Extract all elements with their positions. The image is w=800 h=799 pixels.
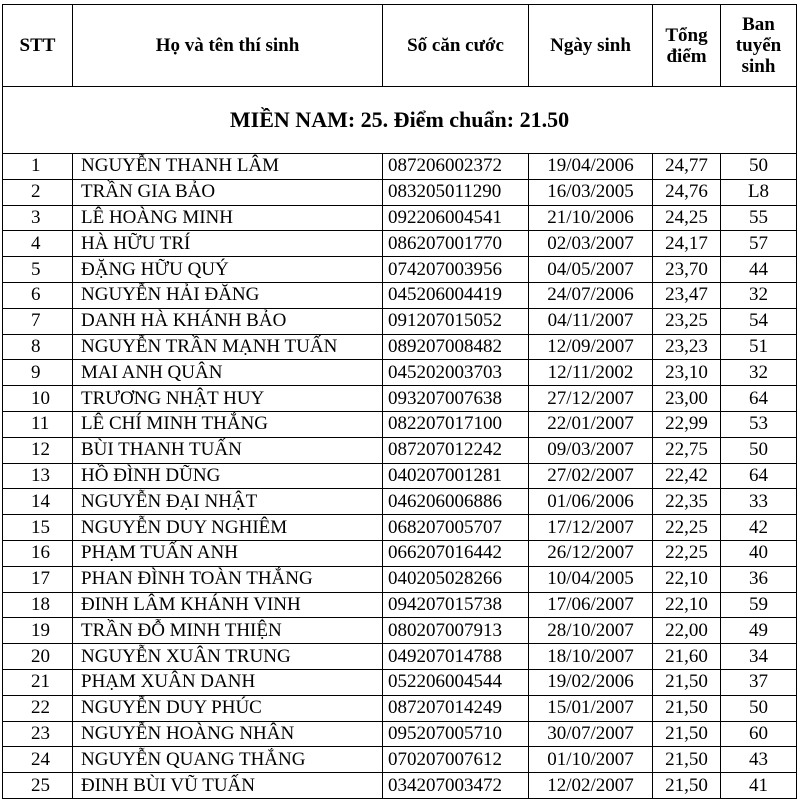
stt-cell: 3 <box>3 205 73 231</box>
total-cell: 22,99 <box>653 411 721 437</box>
header-stt: STT <box>3 5 73 87</box>
total-cell: 22,10 <box>653 592 721 618</box>
ban-cell: 36 <box>721 566 797 592</box>
dob-cell: 17/06/2007 <box>529 592 653 618</box>
table-row <box>3 179 797 205</box>
table-row <box>3 154 797 180</box>
name-cell: NGUYỄN HẢI ĐĂNG <box>73 282 383 308</box>
stt-cell: 2 <box>3 179 73 205</box>
dob-cell: 28/10/2007 <box>529 618 653 644</box>
ban-cell: 53 <box>721 411 797 437</box>
total-cell: 22,42 <box>653 463 721 489</box>
name-cell: TRẦN GIA BẢO <box>73 179 383 205</box>
id-cell: 082207017100 <box>383 411 529 437</box>
name-cell: BÙI THANH TUẤN <box>73 437 383 463</box>
ban-cell: 34 <box>721 644 797 670</box>
name-cell: PHẠM TUẤN ANH <box>73 540 383 566</box>
name-cell: MAI ANH QUÂN <box>73 360 383 386</box>
id-cell: 068207005707 <box>383 515 529 541</box>
dob-cell: 12/02/2007 <box>529 773 653 799</box>
total-cell: 23,25 <box>653 308 721 334</box>
total-cell: 21,50 <box>653 695 721 721</box>
name-cell: NGUYỄN XUÂN TRUNG <box>73 644 383 670</box>
name-cell: NGUYỄN QUANG THẮNG <box>73 747 383 773</box>
stt-cell: 25 <box>3 773 73 799</box>
id-cell: 034207003472 <box>383 773 529 799</box>
table-row <box>3 566 797 592</box>
name-cell: NGUYỄN THANH LÂM <box>73 154 383 180</box>
header-id: Số căn cước <box>383 5 529 87</box>
ban-cell: 41 <box>721 773 797 799</box>
table-row <box>3 437 797 463</box>
total-cell: 22,25 <box>653 540 721 566</box>
total-cell: 22,25 <box>653 515 721 541</box>
id-cell: 089207008482 <box>383 334 529 360</box>
stt-cell: 4 <box>3 231 73 257</box>
dob-cell: 10/04/2005 <box>529 566 653 592</box>
id-cell: 087207012242 <box>383 437 529 463</box>
total-cell: 21,50 <box>653 721 721 747</box>
ban-cell: 32 <box>721 360 797 386</box>
table-row <box>3 540 797 566</box>
header-dob: Ngày sinh <box>529 5 653 87</box>
stt-cell: 24 <box>3 747 73 773</box>
table-row <box>3 334 797 360</box>
name-cell: TRẦN ĐỖ MINH THIỆN <box>73 618 383 644</box>
ban-cell: 37 <box>721 669 797 695</box>
name-cell: ĐẶNG HỮU QUÝ <box>73 257 383 283</box>
name-cell: PHẠM XUÂN DANH <box>73 669 383 695</box>
total-cell: 22,10 <box>653 566 721 592</box>
id-cell: 046206006886 <box>383 489 529 515</box>
total-cell: 22,75 <box>653 437 721 463</box>
stt-cell: 7 <box>3 308 73 334</box>
dob-cell: 18/10/2007 <box>529 644 653 670</box>
name-cell: HỒ ĐÌNH DŨNG <box>73 463 383 489</box>
total-cell: 23,47 <box>653 282 721 308</box>
name-cell: DANH HÀ KHÁNH BẢO <box>73 308 383 334</box>
id-cell: 092206004541 <box>383 205 529 231</box>
section-title: MIỀN NAM: 25. Điểm chuẩn: 21.50 <box>3 87 797 154</box>
dob-cell: 30/07/2007 <box>529 721 653 747</box>
dob-cell: 02/03/2007 <box>529 231 653 257</box>
name-cell: NGUYỄN ĐẠI NHẬT <box>73 489 383 515</box>
dob-cell: 09/03/2007 <box>529 437 653 463</box>
total-cell: 21,60 <box>653 644 721 670</box>
table-row <box>3 308 797 334</box>
total-cell: 23,10 <box>653 360 721 386</box>
dob-cell: 27/12/2007 <box>529 386 653 412</box>
stt-cell: 16 <box>3 540 73 566</box>
id-cell: 045206004419 <box>383 282 529 308</box>
stt-cell: 10 <box>3 386 73 412</box>
dob-cell: 24/07/2006 <box>529 282 653 308</box>
header-total <box>653 5 721 87</box>
ban-cell: 50 <box>721 154 797 180</box>
ban-cell: 42 <box>721 515 797 541</box>
table-row <box>3 360 797 386</box>
header-ban-line2: tuyển <box>735 35 782 56</box>
dob-cell: 21/10/2006 <box>529 205 653 231</box>
id-cell: 093207007638 <box>383 386 529 412</box>
id-cell: 080207007913 <box>383 618 529 644</box>
ban-cell: 32 <box>721 282 797 308</box>
stt-cell: 6 <box>3 282 73 308</box>
total-cell: 23,23 <box>653 334 721 360</box>
ban-cell: 55 <box>721 205 797 231</box>
ban-cell: 59 <box>721 592 797 618</box>
id-cell: 094207015738 <box>383 592 529 618</box>
stt-cell: 21 <box>3 669 73 695</box>
results-table <box>2 4 797 799</box>
stt-cell: 1 <box>3 154 73 180</box>
name-cell: HÀ HỮU TRÍ <box>73 231 383 257</box>
section-row <box>3 87 797 154</box>
table-row <box>3 669 797 695</box>
stt-cell: 5 <box>3 257 73 283</box>
name-cell: NGUYỄN TRẦN MẠNH TUẤN <box>73 334 383 360</box>
name-cell: PHAN ĐÌNH TOÀN THẮNG <box>73 566 383 592</box>
table-row <box>3 463 797 489</box>
id-cell: 040205028266 <box>383 566 529 592</box>
ban-cell: 64 <box>721 463 797 489</box>
table-row <box>3 257 797 283</box>
id-cell: 049207014788 <box>383 644 529 670</box>
total-cell: 22,00 <box>653 618 721 644</box>
dob-cell: 12/11/2002 <box>529 360 653 386</box>
ban-cell: 50 <box>721 695 797 721</box>
id-cell: 087207014249 <box>383 695 529 721</box>
table-row <box>3 618 797 644</box>
total-cell: 23,00 <box>653 386 721 412</box>
total-cell: 24,17 <box>653 231 721 257</box>
stt-cell: 15 <box>3 515 73 541</box>
id-cell: 095207005710 <box>383 721 529 747</box>
dob-cell: 01/10/2007 <box>529 747 653 773</box>
ban-cell: 54 <box>721 308 797 334</box>
ban-cell: 49 <box>721 618 797 644</box>
id-cell: 070207007612 <box>383 747 529 773</box>
table-row <box>3 515 797 541</box>
name-cell: ĐINH BÙI VŨ TUẤN <box>73 773 383 799</box>
dob-cell: 04/05/2007 <box>529 257 653 283</box>
name-cell: TRƯƠNG NHẬT HUY <box>73 386 383 412</box>
stt-cell: 23 <box>3 721 73 747</box>
id-cell: 045202003703 <box>383 360 529 386</box>
total-cell: 21,50 <box>653 747 721 773</box>
ban-cell: 43 <box>721 747 797 773</box>
name-cell: LÊ HOÀNG MINH <box>73 205 383 231</box>
table-row <box>3 386 797 412</box>
ban-cell: 57 <box>721 231 797 257</box>
dob-cell: 01/06/2006 <box>529 489 653 515</box>
table-row <box>3 592 797 618</box>
header-ban-line3: sinh <box>741 56 776 77</box>
ban-cell: 40 <box>721 540 797 566</box>
dob-cell: 27/02/2007 <box>529 463 653 489</box>
table-row <box>3 489 797 515</box>
name-cell: ĐINH LÂM KHÁNH VINH <box>73 592 383 618</box>
header-name: Họ và tên thí sinh <box>73 5 383 87</box>
header-ban-line1: Ban <box>742 14 775 35</box>
stt-cell: 9 <box>3 360 73 386</box>
dob-cell: 19/02/2006 <box>529 669 653 695</box>
table-row <box>3 773 797 799</box>
stt-cell: 14 <box>3 489 73 515</box>
stt-cell: 22 <box>3 695 73 721</box>
id-cell: 083205011290 <box>383 179 529 205</box>
ban-cell: 33 <box>721 489 797 515</box>
id-cell: 091207015052 <box>383 308 529 334</box>
dob-cell: 12/09/2007 <box>529 334 653 360</box>
stt-cell: 13 <box>3 463 73 489</box>
total-cell: 23,70 <box>653 257 721 283</box>
name-cell: NGUYỄN HOÀNG NHÂN <box>73 721 383 747</box>
dob-cell: 15/01/2007 <box>529 695 653 721</box>
stt-cell: 11 <box>3 411 73 437</box>
id-cell: 066207016442 <box>383 540 529 566</box>
ban-cell: 60 <box>721 721 797 747</box>
ban-cell: 51 <box>721 334 797 360</box>
total-cell: 24,25 <box>653 205 721 231</box>
dob-cell: 22/01/2007 <box>529 411 653 437</box>
total-cell: 22,35 <box>653 489 721 515</box>
table-row <box>3 411 797 437</box>
table-row <box>3 205 797 231</box>
stt-cell: 19 <box>3 618 73 644</box>
total-cell: 21,50 <box>653 773 721 799</box>
stt-cell: 20 <box>3 644 73 670</box>
ban-cell: 50 <box>721 437 797 463</box>
name-cell: NGUYỄN DUY NGHIÊM <box>73 515 383 541</box>
stt-cell: 18 <box>3 592 73 618</box>
dob-cell: 04/11/2007 <box>529 308 653 334</box>
stt-cell: 17 <box>3 566 73 592</box>
table-row <box>3 282 797 308</box>
total-cell: 24,76 <box>653 179 721 205</box>
table-row <box>3 747 797 773</box>
header-ban <box>721 5 797 87</box>
table-row <box>3 695 797 721</box>
ban-cell: 64 <box>721 386 797 412</box>
id-cell: 086207001770 <box>383 231 529 257</box>
id-cell: 087206002372 <box>383 154 529 180</box>
dob-cell: 26/12/2007 <box>529 540 653 566</box>
table-row <box>3 231 797 257</box>
dob-cell: 16/03/2005 <box>529 179 653 205</box>
table-row <box>3 644 797 670</box>
ban-cell: 44 <box>721 257 797 283</box>
header-row <box>3 5 797 87</box>
dob-cell: 19/04/2006 <box>529 154 653 180</box>
stt-cell: 8 <box>3 334 73 360</box>
header-total-line2: điểm <box>666 45 707 67</box>
header-total-line1: Tổng <box>665 24 708 46</box>
stt-cell: 12 <box>3 437 73 463</box>
total-cell: 24,77 <box>653 154 721 180</box>
table-row <box>3 721 797 747</box>
name-cell: NGUYỄN DUY PHÚC <box>73 695 383 721</box>
id-cell: 052206004544 <box>383 669 529 695</box>
dob-cell: 17/12/2007 <box>529 515 653 541</box>
id-cell: 074207003956 <box>383 257 529 283</box>
total-cell: 21,50 <box>653 669 721 695</box>
name-cell: LÊ CHÍ MINH THẮNG <box>73 411 383 437</box>
id-cell: 040207001281 <box>383 463 529 489</box>
ban-cell: L8 <box>721 179 797 205</box>
